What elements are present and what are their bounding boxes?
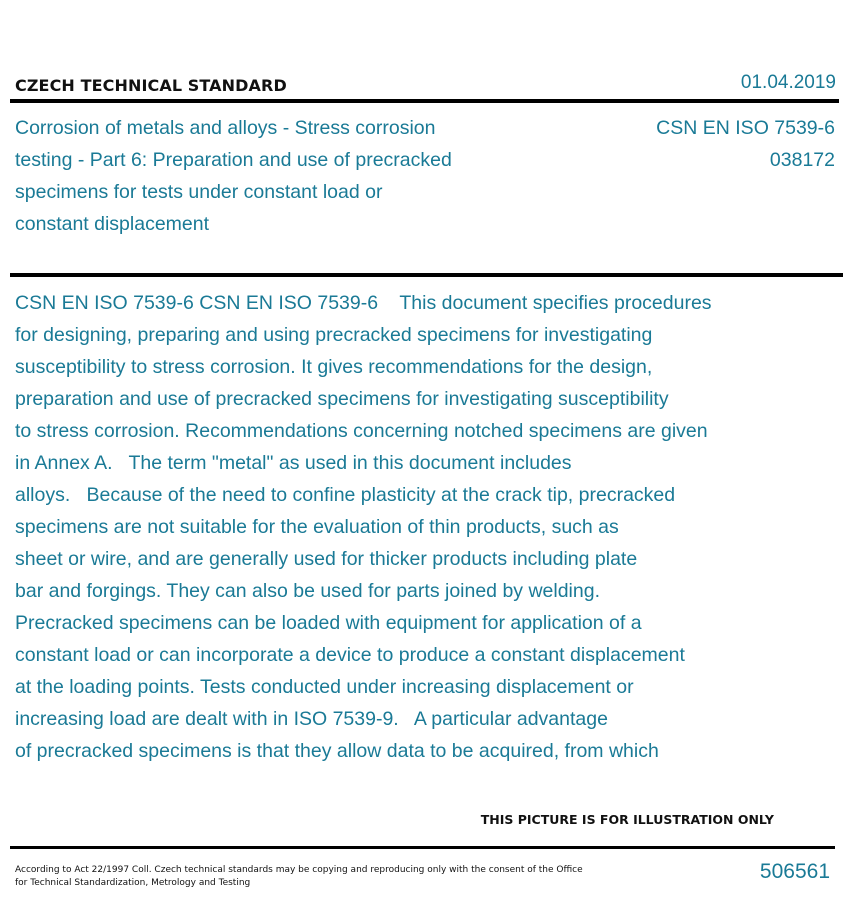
abstract-line: alloys. Because of the need to confine plasticity at the crack tip, precracked [15, 484, 676, 506]
abstract-line: to stress corrosion. Recommendations concerning notched specimens are given [15, 420, 708, 442]
legal-line: According to Act 22/1997 Coll. Czech technical standards may be copying and reproducing only with the consent of the Office [15, 865, 583, 875]
illustration-note: THIS PICTURE IS FOR ILLUSTRATION ONLY [480, 812, 774, 827]
title-line: constant displacement [15, 213, 210, 235]
document-id: 506561 [759, 860, 830, 883]
abstract-line: susceptibility to stress corrosion. It gives recommendations for the design, [15, 356, 653, 378]
catalog-number: 038172 [769, 149, 835, 171]
abstract-line: preparation and use of precracked specimens for investigating susceptibility [15, 388, 669, 410]
abstract-line: bar and forgings. They can also be used for parts joined by welding. [15, 580, 600, 602]
abstract-line: Precracked specimens can be loaded with equipment for application of a [15, 612, 642, 634]
legal-line: for Technical Standardization, Metrology and Testing [15, 878, 251, 888]
abstract-line: specimens are not suitable for the evaluation of thin products, such as [15, 516, 619, 538]
title-line: testing - Part 6: Preparation and use of precracked [15, 149, 452, 171]
publication-date: 01.04.2019 [740, 72, 836, 93]
abstract-line: of precracked specimens is that they allow data to be acquired, from which [15, 740, 659, 762]
standard-label: CZECH TECHNICAL STANDARD [15, 76, 287, 95]
legal-notice [15, 864, 585, 890]
abstract-line: CSN EN ISO 7539-6 CSN EN ISO 7539-6 This document specifies procedures [15, 292, 712, 314]
abstract-line: for designing, preparing and using precracked specimens for investigating [15, 324, 653, 346]
standard-code: CSN EN ISO 7539-6 [656, 117, 835, 139]
abstract-text [15, 287, 795, 767]
abstract-line: sheet or wire, and are generally used for thicker products including plate [15, 548, 638, 570]
title-line: Corrosion of metals and alloys - Stress corrosion [15, 117, 436, 139]
footer-divider [10, 846, 835, 849]
document-title [15, 112, 525, 240]
title-line: specimens for tests under constant load or [15, 181, 383, 203]
document-codes [656, 112, 835, 176]
abstract-line: constant load or can incorporate a device to produce a constant displacement [15, 644, 685, 666]
abstract-line: in Annex A. The term "metal" as used in this document includes [15, 452, 572, 474]
header-divider [10, 99, 839, 103]
section-divider [10, 273, 843, 277]
abstract-line: at the loading points. Tests conducted under increasing displacement or [15, 676, 634, 698]
abstract-line: increasing load are dealt with in ISO 7539-9. A particular advantage [15, 708, 608, 730]
